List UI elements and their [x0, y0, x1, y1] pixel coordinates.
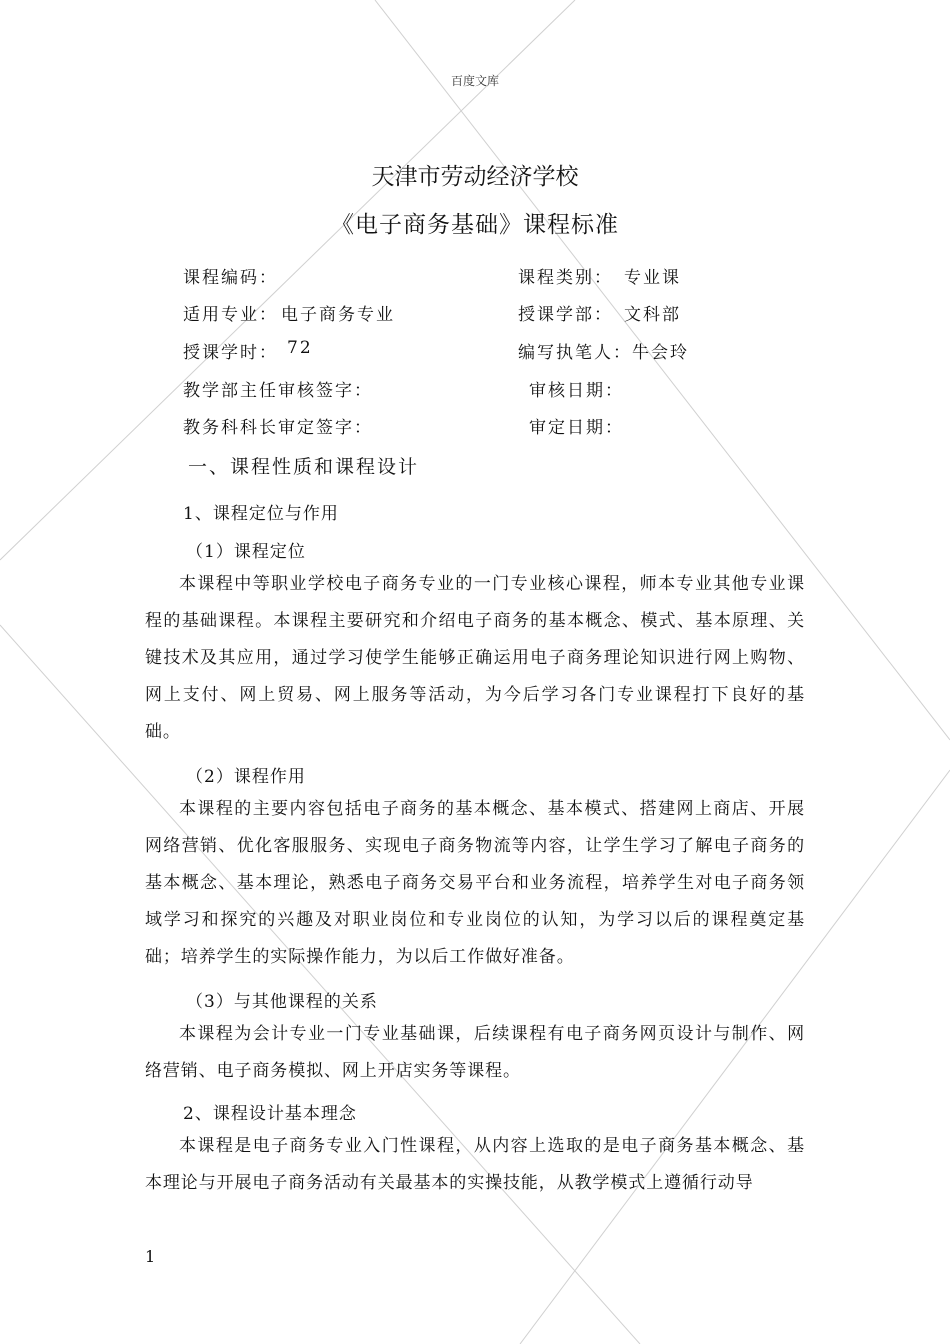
teaching-hours-label: 授课学时：	[183, 343, 278, 363]
subsection-heading-2: 2、课程设计基本理念	[183, 1104, 357, 1124]
item-heading-course-positioning: （1）课程定位	[186, 542, 306, 562]
course-category-label: 课程类别：	[518, 268, 613, 288]
item-heading-course-function: （2）课程作用	[186, 767, 306, 787]
teaching-hours-value: 72	[287, 338, 313, 358]
school-title: 天津市劳动经济学校	[371, 164, 579, 190]
section-heading: 一、课程性质和课程设计	[188, 456, 420, 478]
review-signature-label: 教学部主任审核签字：	[183, 381, 373, 401]
author-value: 牛会玲	[632, 343, 689, 363]
paragraph-course-relations: 本课程为会计专业一门专业基础课，后续课程有电子商务网页设计与制作、网络营销、电子商务模拟、网上开店实务等课程。	[145, 1024, 805, 1081]
item-heading-course-relations: （3）与其他课程的关系	[186, 992, 378, 1012]
page-number: 1	[145, 1247, 156, 1266]
applicable-major-value: 电子商务专业	[281, 305, 395, 325]
author-label: 编写执笔人：	[518, 343, 632, 363]
course-category-value: 专业课	[624, 268, 681, 288]
teaching-dept-label: 授课学部：	[518, 305, 613, 325]
page-header: 百度文库	[450, 74, 499, 88]
approval-date-label: 审定日期：	[529, 418, 624, 438]
course-standard-title: 《电子商务基础》课程标准	[331, 212, 619, 238]
subsection-heading-1: 1、课程定位与作用	[183, 504, 339, 524]
review-date-label: 审核日期：	[529, 381, 624, 401]
applicable-major-label: 适用专业：	[183, 305, 278, 325]
paragraph-course-function: 本课程的主要内容包括电子商务的基本概念、基本模式、搭建网上商店、开展网络营销、优化客服服务、实现电子商务物流等内容，让学生学习了解电子商务的基本概念、基本理论，熟悉电子商务交易平台和业务流程，培养学生对电子商务领域学习和探究的兴趣及对职业岗位和专业岗位的认知，为学习以后的课程奠定基础；培养学生的实际操作能力，为以后工作做好准备。	[145, 799, 805, 967]
course-code-label: 课程编码：	[183, 268, 278, 288]
teaching-dept-value: 文科部	[624, 305, 681, 325]
paragraph-design-concept: 本课程是电子商务专业入门性课程，从内容上选取的是电子商务基本概念、基本理论与开展电子商务活动有关最基本的实操技能，从教学模式上遵循行动导	[145, 1136, 805, 1193]
paragraph-course-positioning: 本课程中等职业学校电子商务专业的一门专业核心课程，师本专业其他专业课程的基础课程。本课程主要研究和介绍电子商务的基本概念、模式、基本原理、关键技术及其应用，通过学习使学生能够正确运用电子商务理论知识进行网上购物、网上支付、网上贸易、网上服务等活动，为今后学习各门专业课程打下良好的基础。	[145, 574, 805, 742]
approval-signature-label: 教务科科长审定签字：	[183, 418, 373, 438]
